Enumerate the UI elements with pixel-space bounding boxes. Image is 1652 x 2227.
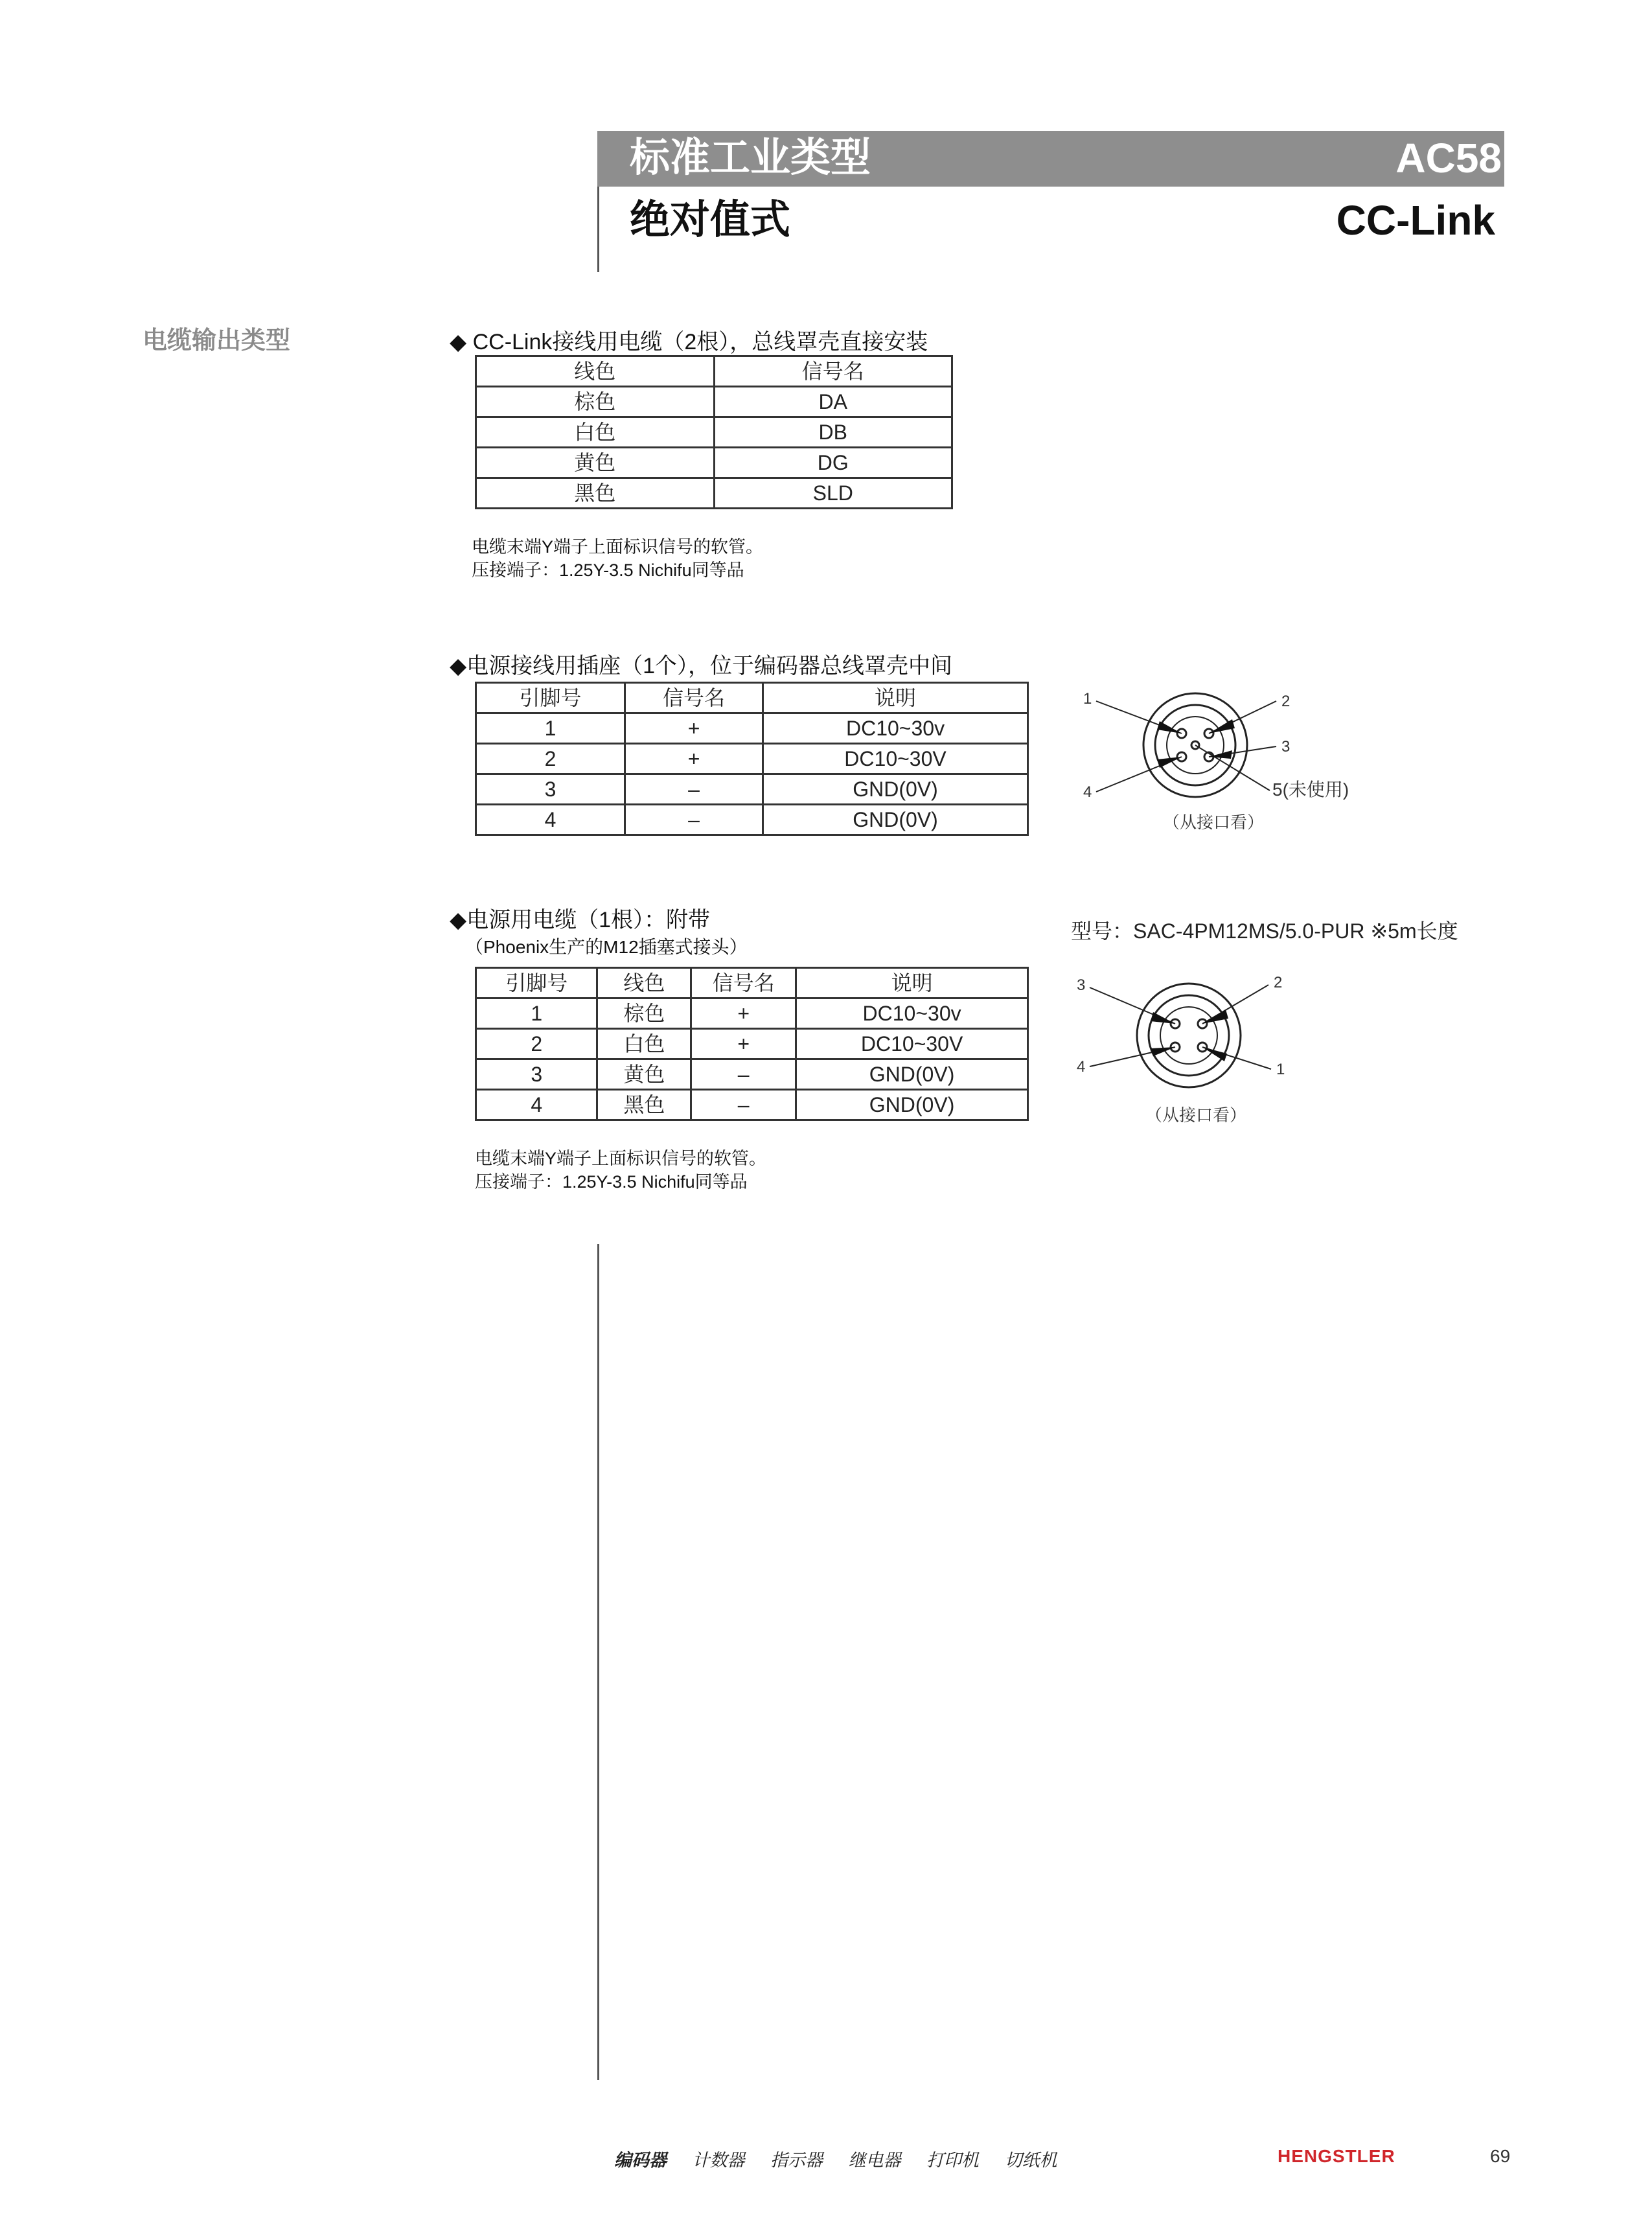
table-row [476, 774, 1028, 805]
section1-note-1: 电缆末端Y端子上面标识信号的软管。 [472, 537, 764, 557]
table-header: 说明 [796, 968, 1028, 998]
pin-label-3: 3 [1281, 738, 1291, 756]
section1-title: ◆ CC-Link接线用电缆（2根），总线罩壳直接安装 [450, 330, 928, 354]
table-header: 引脚号 [476, 683, 625, 713]
plug-pin-4-arrow [1151, 1047, 1175, 1056]
header-title: 标准工业类型 [630, 135, 871, 180]
table-cell: 白色 [476, 417, 715, 448]
table-cell: 黄色 [476, 448, 715, 478]
table-cell: + [625, 744, 763, 774]
table-cell: GND(0V) [763, 805, 1028, 835]
table-header: 信号名 [625, 683, 763, 713]
table-cell: 黑色 [597, 1090, 691, 1120]
table-row [476, 805, 1028, 835]
brand-logo: HENGSTLER [1278, 2146, 1395, 2166]
footer-nav-counter[interactable]: 计数器 [692, 2151, 745, 2170]
table-row [476, 448, 952, 478]
section2-table [475, 682, 1029, 836]
table-cell: – [691, 1059, 796, 1090]
table-row [476, 387, 952, 417]
table-cell: – [625, 774, 763, 805]
table-row [476, 744, 1028, 774]
table-cell: DC10~30v [763, 713, 1028, 744]
table-cell: – [625, 805, 763, 835]
table-cell: 黑色 [476, 478, 715, 509]
table-cell: 2 [476, 1029, 597, 1059]
section2-title: ◆电源接线用插座（1个），位于编码器总线罩壳中间 [450, 654, 953, 678]
table-header-row [476, 683, 1028, 713]
plug-pin-2-arrow [1202, 1010, 1228, 1024]
plug-outer-ring [1137, 984, 1241, 1087]
table-row [476, 998, 1028, 1029]
section3-table [475, 967, 1029, 1121]
table-cell: 棕色 [476, 387, 715, 417]
table-row [476, 1090, 1028, 1120]
table-cell: 1 [476, 998, 597, 1029]
footer-nav-indicator[interactable]: 指示器 [770, 2151, 823, 2170]
table-cell: DB [714, 417, 952, 448]
page-divider [597, 1244, 599, 2080]
cable-model: 型号：SAC-4PM12MS/5.0-PUR ※5m长度 [1071, 919, 1458, 943]
pin-label-1: 1 [1083, 690, 1092, 708]
header-model: AC58 [1395, 135, 1502, 181]
pin-2-arrow [1209, 719, 1235, 733]
plug-caption: （从接口看） [1145, 1105, 1247, 1125]
table-cell: DA [714, 387, 952, 417]
table-header: 说明 [763, 683, 1028, 713]
pin-label-2: 2 [1281, 693, 1291, 710]
header-bus: CC-Link [1336, 197, 1495, 244]
table-header: 线色 [476, 356, 715, 387]
table-cell: DC10~30V [796, 1029, 1028, 1059]
table-header: 信号名 [691, 968, 796, 998]
table-cell: 4 [476, 1090, 597, 1120]
table-header-row [476, 968, 1028, 998]
footer-nav-printer[interactable]: 打印机 [926, 2151, 980, 2170]
pin-label-5: 5(未使用) [1272, 779, 1349, 800]
table-cell: SLD [714, 478, 952, 509]
table-cell: 棕色 [597, 998, 691, 1029]
section3-note-2: 压接端子：1.25Y-3.5 Nichifu同等品 [475, 1172, 748, 1192]
table-cell: – [691, 1090, 796, 1120]
table-cell: 黄色 [597, 1059, 691, 1090]
table-header: 线色 [597, 968, 691, 998]
table-cell: 3 [476, 774, 625, 805]
section3-title: ◆电源用电缆（1根）：附带 [450, 908, 711, 932]
plug-pin-3-arrow [1151, 1012, 1175, 1024]
table-cell: 4 [476, 805, 625, 835]
section1-table [475, 355, 953, 509]
plug-label-3: 3 [1077, 976, 1086, 994]
plug-label-1: 1 [1276, 1061, 1285, 1078]
footer-nav-encoder[interactable]: 编码器 [614, 2151, 667, 2170]
socket-caption: （从接口看） [1163, 813, 1265, 832]
table-cell: GND(0V) [763, 774, 1028, 805]
side-label: 电缆输出类型 [143, 327, 291, 354]
table-row [476, 417, 952, 448]
table-cell: + [625, 713, 763, 744]
pin-label-4: 4 [1083, 783, 1092, 801]
socket-pin-diagram [1069, 674, 1432, 842]
plug-pin-diagram [1069, 959, 1432, 1127]
table-cell: 白色 [597, 1029, 691, 1059]
section3-subtitle: （Phoenix生产的M12插塞式接头） [465, 937, 748, 957]
table-row [476, 713, 1028, 744]
section1-note-2: 压接端子：1.25Y-3.5 Nichifu同等品 [472, 560, 744, 580]
table-row [476, 478, 952, 509]
pin-4-arrow [1157, 757, 1182, 768]
footer-nav-relay[interactable]: 继电器 [848, 2151, 901, 2170]
footer-nav-cutter[interactable]: 切纸机 [1004, 2151, 1057, 2170]
table-cell: DC10~30V [763, 744, 1028, 774]
table-cell: DC10~30v [796, 998, 1028, 1029]
table-cell: + [691, 1029, 796, 1059]
table-cell: GND(0V) [796, 1059, 1028, 1090]
plug-pin-1-arrow [1202, 1047, 1227, 1061]
section3-note-1: 电缆末端Y端子上面标识信号的软管。 [475, 1149, 767, 1168]
header-subtitle: 绝对值式 [630, 198, 791, 242]
plug-label-2: 2 [1274, 974, 1283, 991]
table-cell: + [691, 998, 796, 1029]
page-number: 69 [1490, 2146, 1511, 2166]
table-cell: 1 [476, 713, 625, 744]
table-header: 信号名 [714, 356, 952, 387]
plug-label-4: 4 [1077, 1058, 1086, 1076]
table-cell: GND(0V) [796, 1090, 1028, 1120]
footer-nav [614, 2146, 1078, 2171]
plug-core-ring [1160, 1007, 1217, 1064]
table-cell: DG [714, 448, 952, 478]
table-row [476, 1059, 1028, 1090]
table-header: 引脚号 [476, 968, 597, 998]
table-cell: 3 [476, 1059, 597, 1090]
table-header-row [476, 356, 952, 387]
table-cell: 2 [476, 744, 625, 774]
table-row [476, 1029, 1028, 1059]
